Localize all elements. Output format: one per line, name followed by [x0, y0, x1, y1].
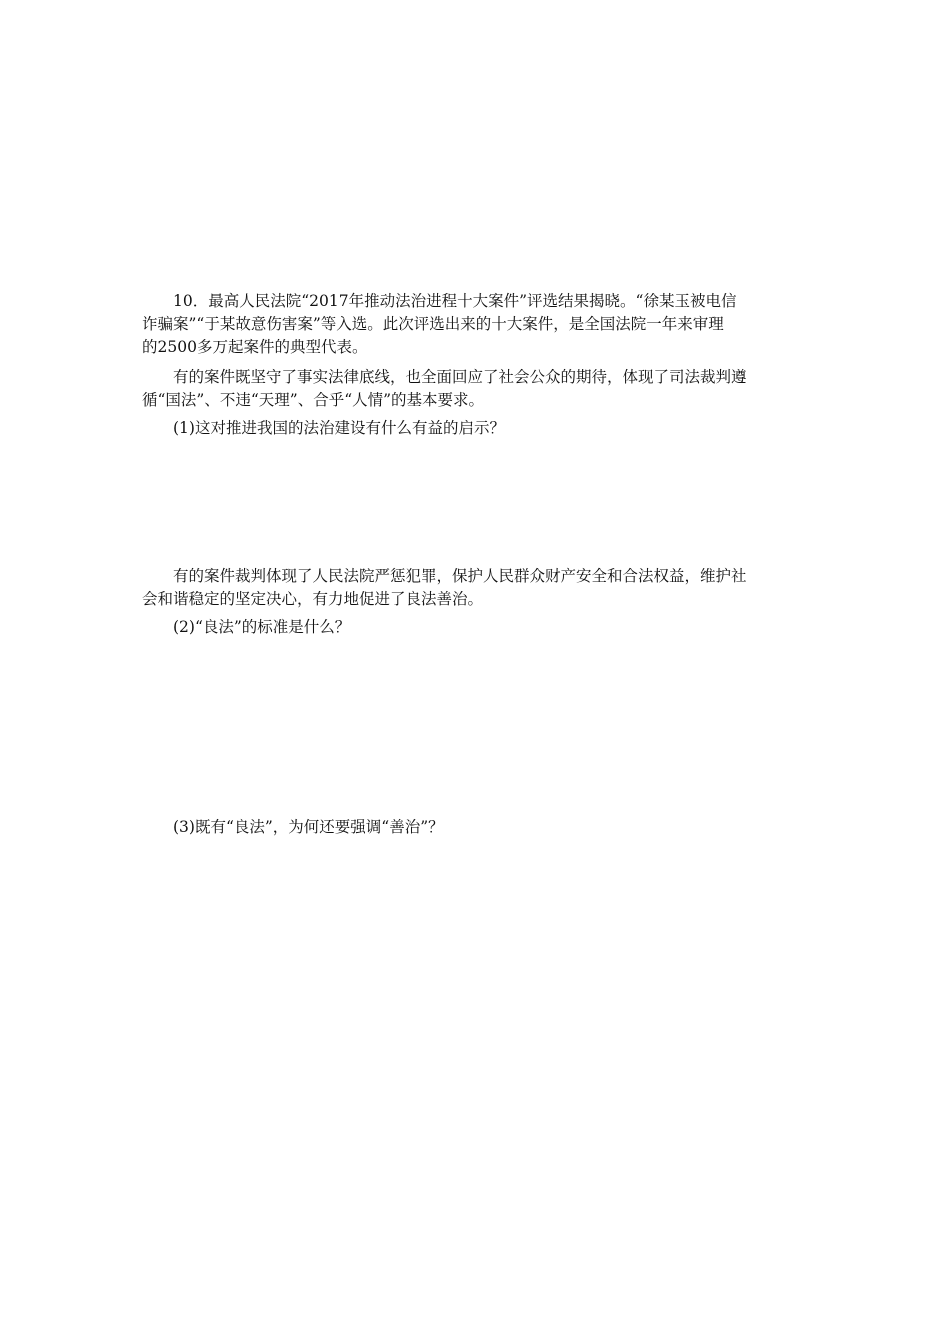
question-10-intro [142, 290, 807, 359]
intro-line-2: 诈骗案”“于某故意伤害案”等入选。此次评选出来的十大案件，是全国法院一年来审理 [142, 315, 724, 333]
para3-line-2: 会和谐稳定的坚定决心，有力地促进了良法善治。 [142, 590, 484, 608]
intro-line-3: 的2500多万起案件的典型代表。 [142, 338, 368, 356]
sub-question-3: (3)既有“良法”，为何还要强调“善治”？ [173, 818, 444, 836]
question-10-paragraph-2 [142, 366, 807, 412]
intro-line-1: 10．最高人民法院“2017年推动法治进程十大案件”评选结果揭晓。“徐某玉被电信 [173, 292, 737, 310]
para2-line-2: 循“国法”、不违“天理”、合乎“人情”的基本要求。 [142, 391, 485, 409]
sub-question-1: (1)这对推进我国的法治建设有什么有益的启示？ [173, 419, 505, 437]
para3-line-1: 有的案件裁判体现了人民法院严惩犯罪，保护人民群众财产安全和合法权益，维护社 [173, 567, 747, 585]
sub-question-2: (2)“良法”的标准是什么？ [173, 618, 351, 636]
para2-line-1: 有的案件既坚守了事实法律底线，也全面回应了社会公众的期待，体现了司法裁判遵 [173, 368, 747, 386]
question-10-paragraph-3 [142, 565, 807, 611]
